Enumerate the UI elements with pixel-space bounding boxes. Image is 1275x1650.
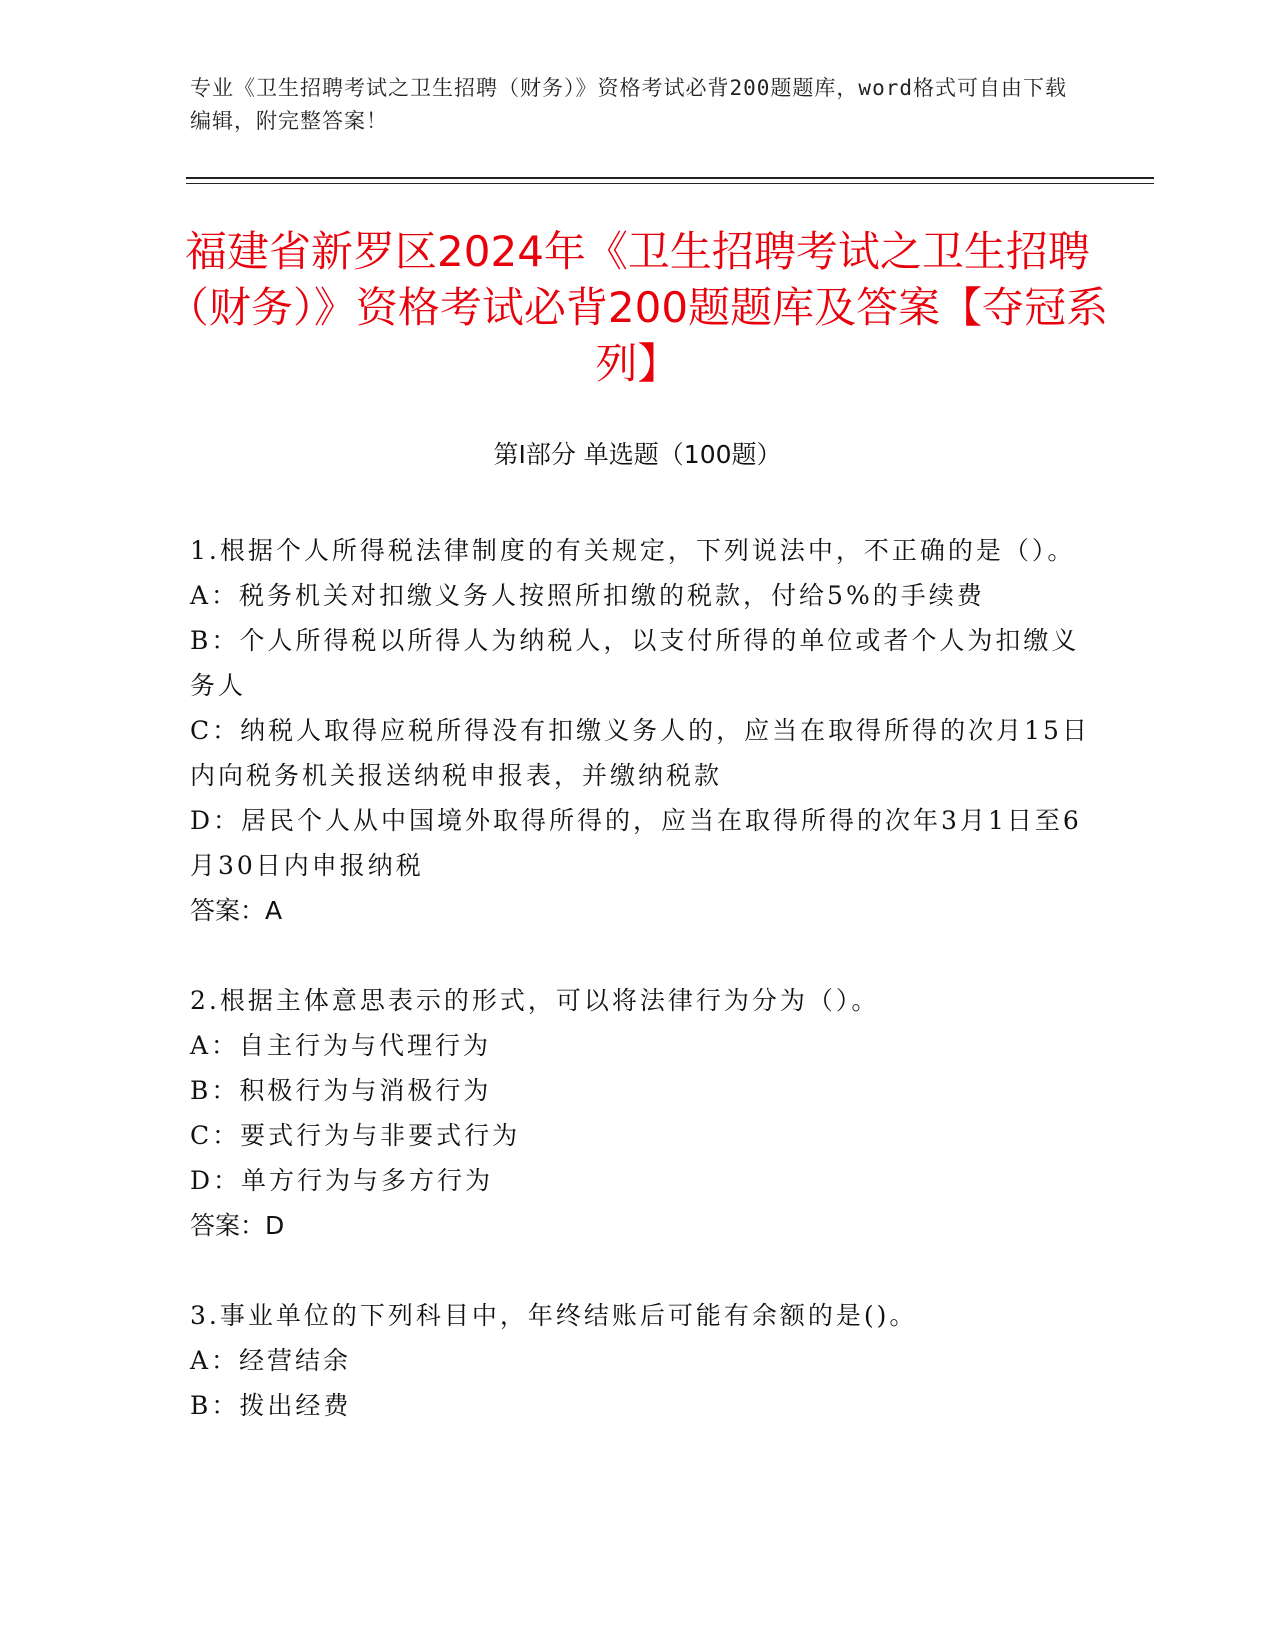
header-rule-thin (186, 183, 1154, 184)
question-stem: 3.事业单位的下列科目中，年终结账后可能有余额的是()。 (190, 1301, 918, 1330)
document-title: 福建省新罗区2024年《卫生招聘考试之卫生招聘（财务）》资格考试必背200题题库及答案【夺冠系列】 (166, 227, 1109, 388)
question-1 (190, 528, 1090, 933)
header-note: 专业《卫生招聘考试之卫生招聘（财务）》资格考试必背200题题库，word格式可自由下载编辑，附完整答案！ (190, 76, 1067, 133)
option-c: C：要式行为与非要式行为 (190, 1121, 521, 1150)
question-3 (190, 1293, 1090, 1428)
option-b: B：拨出经费 (190, 1391, 352, 1420)
option-b: B：积极行为与消极行为 (190, 1076, 492, 1105)
header-rule-thick (186, 177, 1154, 179)
section-heading: 第I部分 单选题（100题） (493, 440, 782, 469)
answer-line: 答案：D (190, 1211, 285, 1240)
option-c: C：纳税人取得应税所得没有扣缴义务人的，应当在取得所得的次月15日内向税务机关报送纳税申报表，并缴纳税款 (190, 716, 1090, 790)
option-d: D：单方行为与多方行为 (190, 1166, 494, 1195)
answer-line: 答案：A (190, 896, 283, 925)
option-a: A：经营结余 (190, 1346, 352, 1375)
option-a: A：自主行为与代理行为 (190, 1031, 492, 1060)
question-list (190, 528, 1090, 1473)
option-a: A：税务机关对扣缴义务人按照所扣缴的税款，付给5%的手续费 (190, 581, 985, 610)
option-d: D：居民个人从中国境外取得所得的，应当在取得所得的次年3月1日至6月30日内申报纳税 (190, 806, 1082, 880)
option-b: B：个人所得税以所得人为纳税人，以支付所得的单位或者个人为扣缴义务人 (190, 626, 1080, 700)
question-stem: 2.根据主体意思表示的形式，可以将法律行为分为（）。 (190, 986, 880, 1015)
question-2 (190, 978, 1090, 1248)
question-stem: 1.根据个人所得税法律制度的有关规定，下列说法中，不正确的是（）。 (190, 536, 1076, 565)
